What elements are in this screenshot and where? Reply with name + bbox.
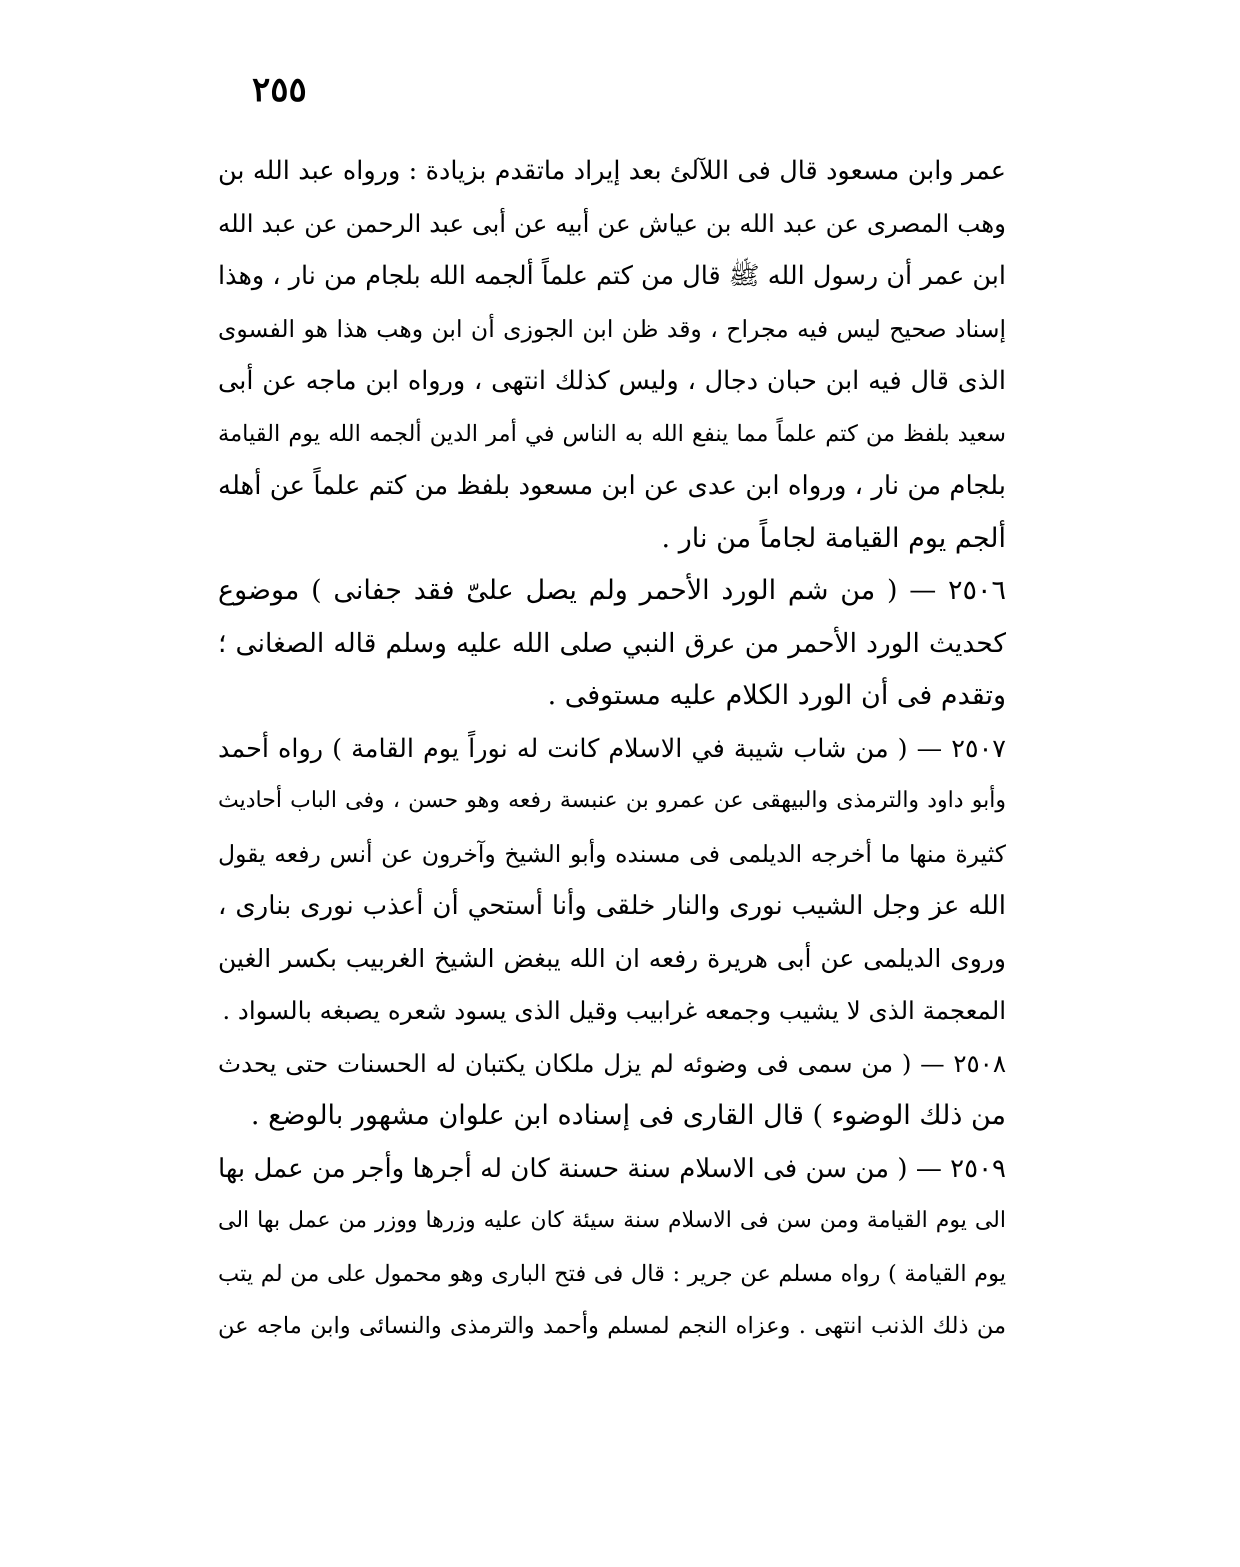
entry-heading-2509: ٢٥٠٩ — ( من سن فى الاسلام سنة حسنة كان له أجرها وأجر من عمل بها <box>218 1153 1006 1184</box>
text-line: وروى الديلمى عن أبى هريرة رفعه ان الله يبغض الشيخ الغربيب بكسر الغين <box>218 943 1006 973</box>
text-line: الذى قال فيه ابن حبان دجال ، وليس كذلك انتهى ، ورواه ابن ماجه عن أبى <box>218 366 1006 396</box>
text-line: من ذلك الذنب انتهى . وعزاه النجم لمسلم وأحمد والترمذى والنسائى وابن ماجه عن <box>218 1313 1006 1339</box>
text-line: الى يوم القيامة ومن سن فى الاسلام سنة سيئة كان عليه وزرها ووزر من عمل بها الى <box>218 1208 1006 1233</box>
text-line: المعجمة الذى لا يشيب وجمعه غرابيب وقيل الذى يسود شعره يصبغه بالسواد . <box>222 996 1006 1025</box>
text-line: إسناد صحيح ليس فيه مجراح ، وقد ظن ابن الجوزى أن ابن وهب هذا هو الفسوى <box>218 314 1006 343</box>
text-line: سعيد بلفظ من كتم علماً مما ينفع الله به الناس في أمر الدين ألجمه الله يوم القيامة <box>218 420 1006 447</box>
page-number: ٢٥٥ <box>252 70 307 110</box>
entry-heading-2506: ٢٥٠٦ — ( من شم الورد الأحمر ولم يصل علىّ فقد جفانى ) موضوع <box>218 575 1006 606</box>
text-line: ابن عمر أن رسول الله ﷺ قال من كتم علماً ألجمه الله بلجام من نار ، وهذا <box>218 261 1006 291</box>
text-line: وأبو داود والترمذى والبيهقى عن عمرو بن عنبسة رفعه وهو حسن ، وفى الباب أحاديث <box>218 788 1006 813</box>
entry-heading-2508: ٢٥٠٨ — ( من سمى فى وضوئه لم يزل ملكان يكتبان له الحسنات حتى يحدث <box>218 1048 1006 1078</box>
text-line: الله عز وجل الشيب نورى والنار خلقى وأنا أستحي أن أعذب نورى بنارى ، <box>218 891 1006 921</box>
entry-heading-2507: ٢٥٠٧ — ( من شاب شيبة في الاسلام كانت له نوراً يوم القامة ) رواه أحمد <box>218 733 1006 764</box>
text-line: كحديث الورد الأحمر من عرق النبي صلى الله عليه وسلم قاله الصغانى ؛ <box>218 627 1006 659</box>
body-text <box>218 145 1006 1353</box>
text-line: وتقدم فى أن الورد الكلام عليه مستوفى . <box>547 680 1006 711</box>
text-line: عمر وابن مسعود قال فى اللآلئ بعد إيراد ماتقدم بزيادة : ورواه عبد الله بن <box>218 156 1006 186</box>
text-line: وهب المصرى عن عبد الله بن عياش عن أبيه عن أبى عبد الرحمن عن عبد الله <box>218 208 1006 238</box>
text-line: يوم القيامة ) رواه مسلم عن جرير : قال فى فتح البارى وهو محمول على من لم يتب <box>218 1260 1006 1287</box>
text-line: بلجام من نار ، ورواه ابن عدى عن ابن مسعود بلفظ من كتم علماً عن أهله <box>218 471 1006 501</box>
text-line: ألجم يوم القيامة لجاماً من نار . <box>661 522 1006 554</box>
text-line: من ذلك الوضوء ) قال القارى فى إسناده ابن علوان مشهور بالوضع . <box>250 1100 1006 1131</box>
text-line: كثيرة منها ما أخرجه الديلمى فى مسنده وأبو الشيخ وآخرون عن أنس رفعه يقول <box>218 839 1006 868</box>
